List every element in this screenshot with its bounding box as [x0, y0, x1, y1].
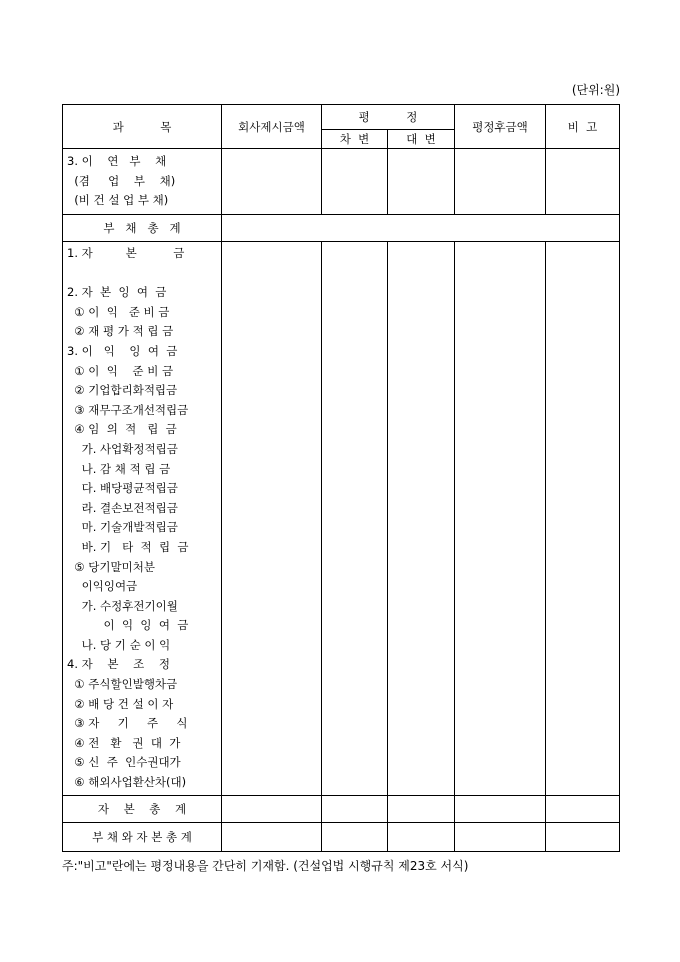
cell — [222, 149, 322, 215]
header-remarks: 비 고 — [546, 105, 620, 149]
cell — [322, 795, 388, 822]
liabilities-total-value — [222, 215, 620, 242]
equity-item: 이 익 잉 여 금 — [67, 618, 189, 633]
header-company-amount: 회사제시금액 — [222, 105, 322, 149]
equity-total-label: 자 본 총 계 — [63, 795, 222, 822]
cell — [388, 149, 455, 215]
cell — [455, 242, 546, 796]
equity-item: ① 주식할인발행차금 — [67, 677, 178, 692]
equity-item: ③ 재무구조개선적립금 — [67, 402, 189, 417]
cell — [388, 242, 455, 796]
cell — [322, 242, 388, 796]
cell — [455, 822, 546, 851]
cell — [388, 795, 455, 822]
cell — [546, 242, 620, 796]
equity-item: 다. 배당평균적립금 — [67, 481, 178, 496]
equity-item: 1. 자 본 금 — [67, 246, 185, 260]
equity-item: 라. 결손보전적립금 — [67, 500, 178, 515]
equity-item: 가. 수정후전기이월 — [67, 598, 178, 613]
equity-item: ② 기업합리화적립금 — [67, 383, 178, 398]
equity-item: 마. 기술개발적립금 — [67, 520, 178, 535]
equity-item: ① 이 익 준 비 금 — [67, 363, 174, 378]
equity-item: 바. 기 타 적 립 금 — [67, 539, 189, 554]
footnote: 주:"비고"란에는 평정내용을 간단히 기재함. (건설업법 시행규칙 제23호 서식) — [62, 859, 469, 873]
equity-item: ⑥ 해외사업환산차(대) — [67, 775, 187, 790]
equity-item: 나. 감 채 적 립 금 — [67, 461, 171, 476]
equity-item — [67, 264, 221, 284]
header-after-amount: 평정후금액 — [455, 105, 546, 149]
equity-item: 가. 사업확정적립금 — [67, 441, 178, 456]
grand-total-label: 부 채 와 자 본 총 계 — [63, 822, 222, 851]
equity-section — [63, 242, 222, 796]
equity-item: ② 재 평 가 적 립 금 — [67, 324, 174, 339]
equity-item: 나. 당 기 순 이 익 — [67, 637, 171, 652]
equity-item: ② 배 당 건 설 이 자 — [67, 696, 174, 711]
header-credit: 대 변 — [388, 130, 455, 149]
equity-item: ③ 자 기 주 식 — [67, 716, 188, 731]
liability-item: 3. 이 연 부 채 — [67, 154, 167, 169]
equity-item: ④ 전 환 권 대 가 — [67, 735, 181, 750]
cell — [455, 795, 546, 822]
equity-item: 3. 이 익 잉 여 금 — [67, 343, 178, 358]
equity-item: ④ 임 의 적 립 금 — [67, 422, 177, 437]
cell — [222, 822, 322, 851]
cell — [455, 149, 546, 215]
equity-item: ① 이 익 준 비 금 — [67, 304, 170, 319]
equity-item: ⑤ 당기말미처분 — [67, 559, 155, 574]
equity-item: 2. 자 본 잉 여 금 — [67, 285, 167, 300]
cell — [546, 795, 620, 822]
liabilities-section — [63, 149, 222, 215]
cell — [222, 242, 322, 796]
header-evaluation: 평 정 — [322, 105, 455, 130]
cell — [546, 822, 620, 851]
cell — [322, 149, 388, 215]
equity-item: 4. 자 본 조 정 — [67, 657, 170, 672]
liability-item: (겸 업 부 채) — [67, 173, 176, 188]
cell — [546, 149, 620, 215]
unit-label: (단위:원) — [571, 83, 620, 97]
cell — [322, 822, 388, 851]
liability-item: (비 건 설 업 부 채) — [67, 193, 169, 208]
evaluation-table — [62, 104, 620, 852]
cell — [222, 795, 322, 822]
header-debit: 차 변 — [322, 130, 388, 149]
liabilities-total-label: 부 채 총 계 — [63, 215, 222, 242]
equity-item: ⑤ 신 주 인수권대가 — [67, 755, 181, 770]
equity-item: 이익잉여금 — [67, 579, 138, 594]
cell — [388, 822, 455, 851]
header-subject: 과 목 — [63, 105, 222, 149]
